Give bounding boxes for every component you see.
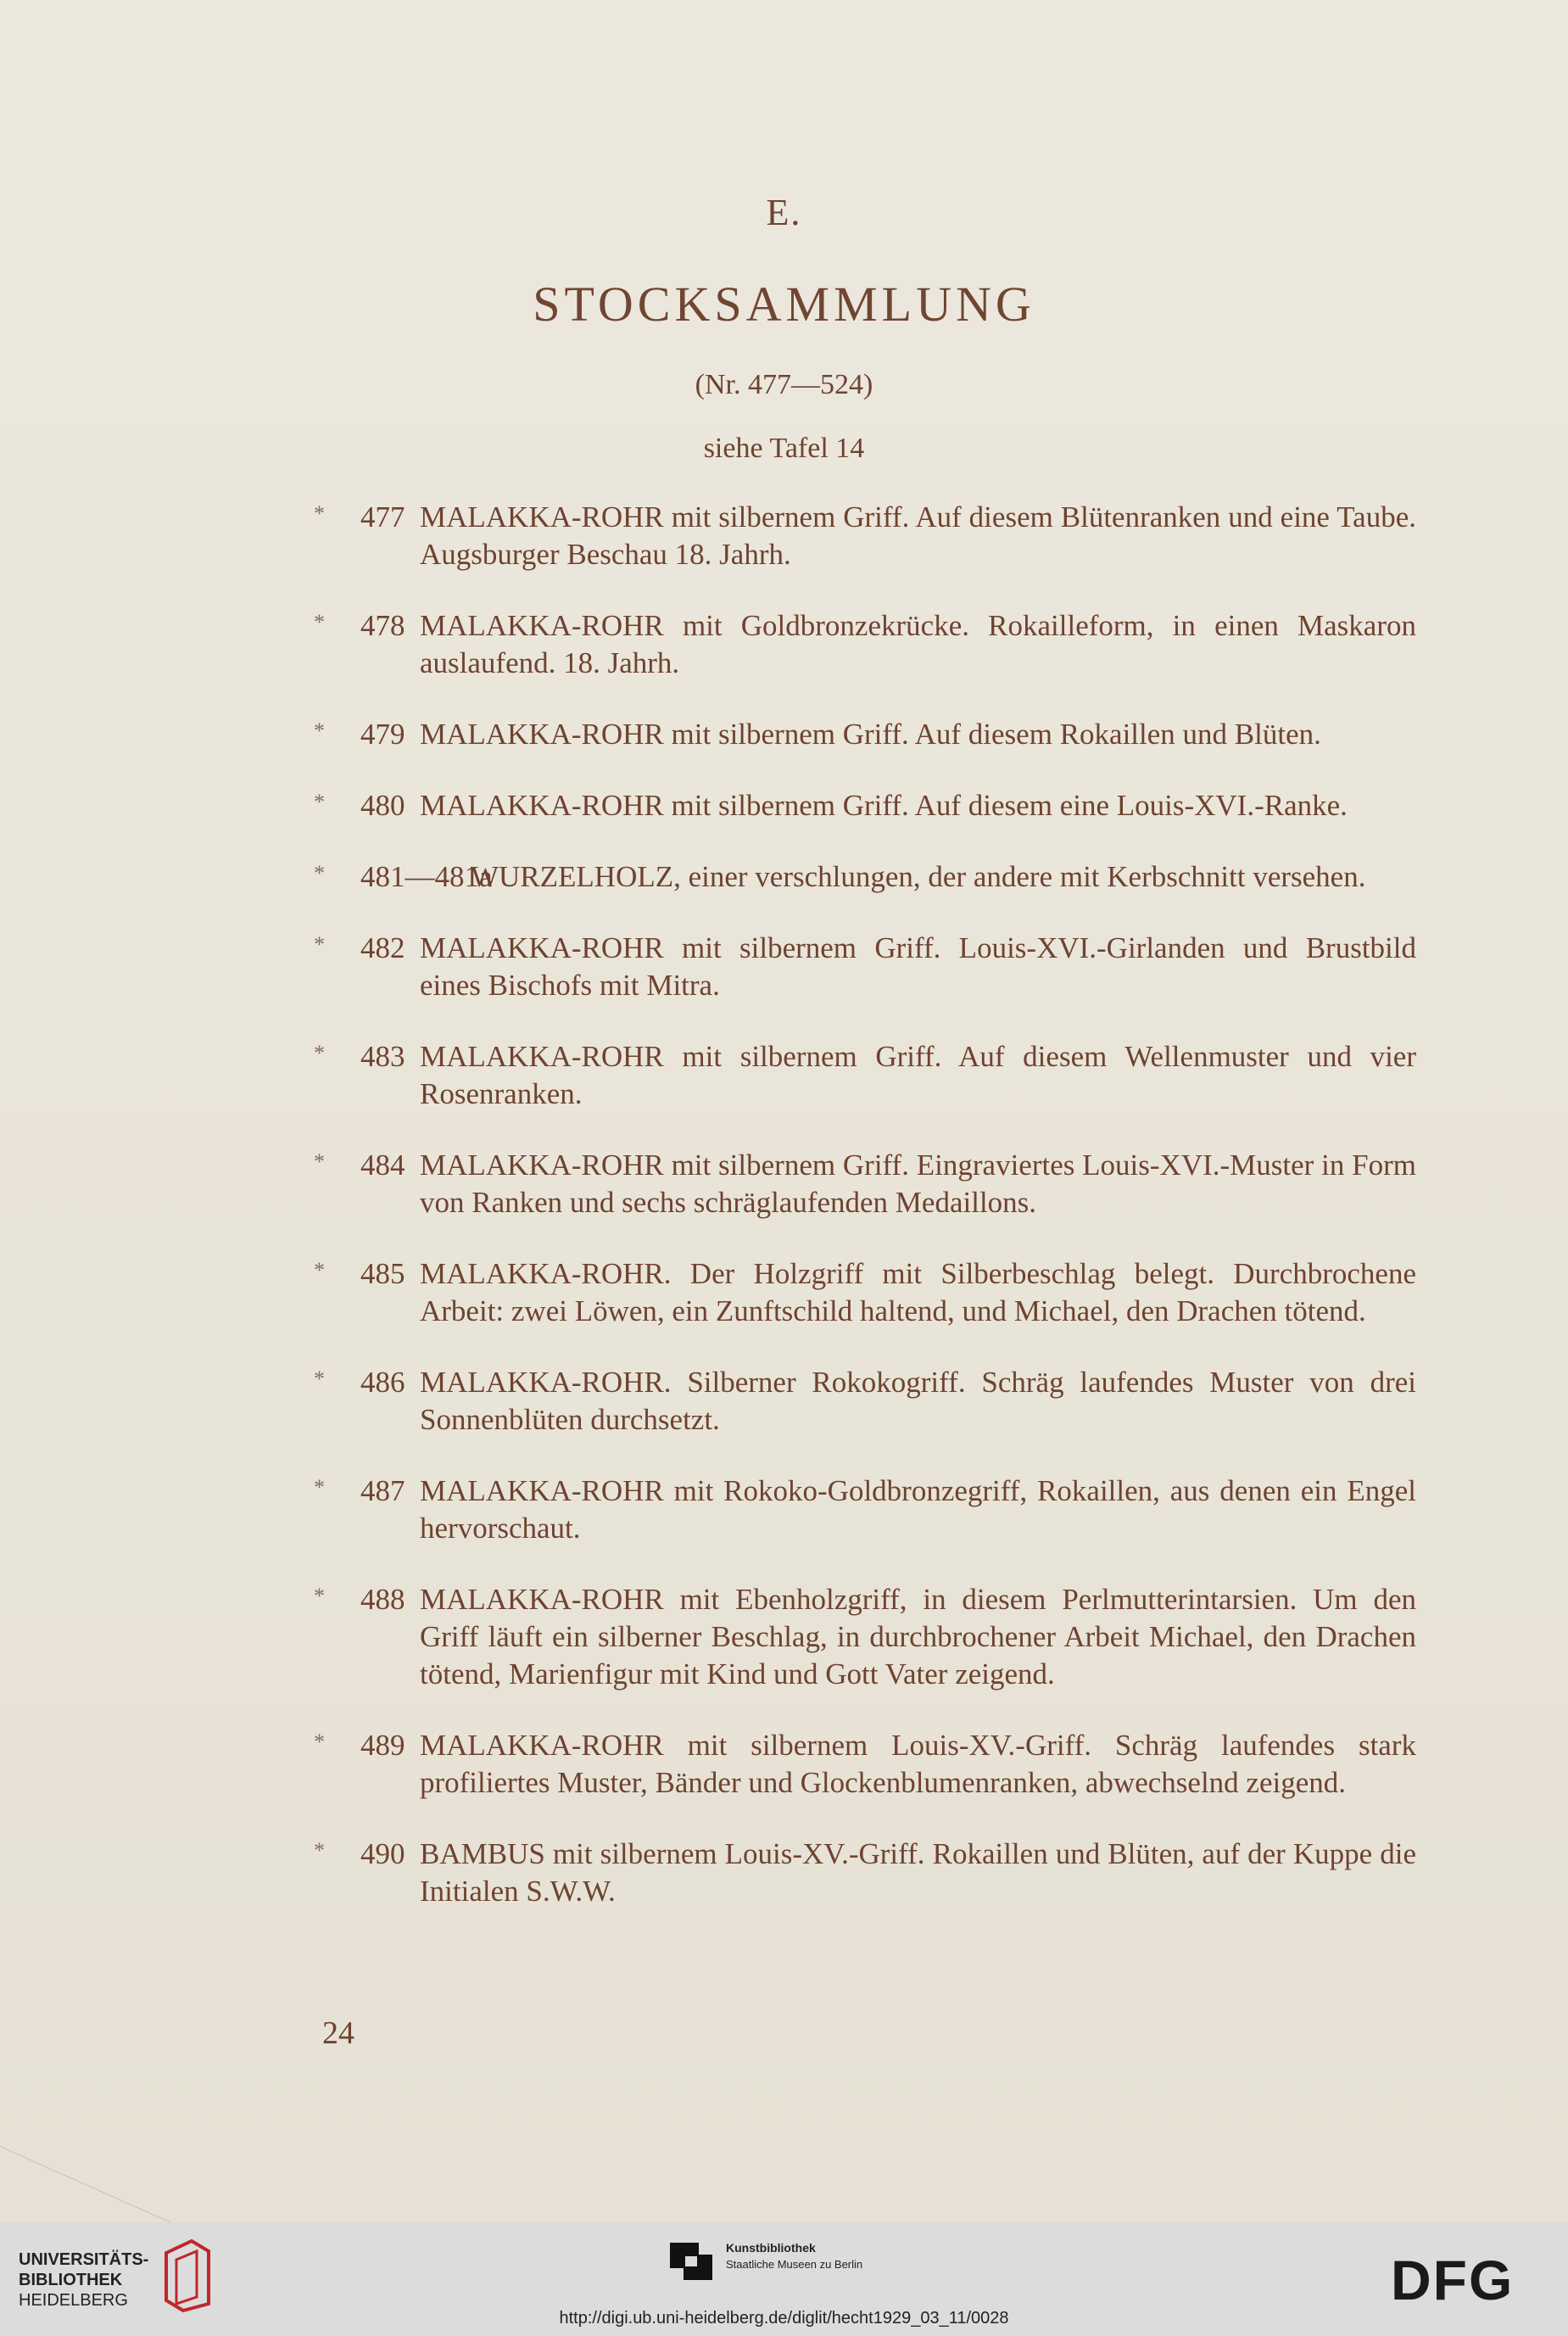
entry-number: 489 — [360, 1729, 405, 1762]
asterisk-mark: * — [314, 1475, 325, 1500]
entry-text: WURZELHOLZ, einer verschlungen, der andere mit Kerbschnitt versehen. — [471, 860, 1366, 893]
entry-number: 484 — [360, 1148, 405, 1182]
entry-text: MALAKKA-ROHR. Der Holzgriff mit Silberbeschlag belegt. Durchbrochene Arbeit: zwei Löwen, ein Zunftschild haltend, und Michael, den Drachen tötend. — [420, 1257, 1416, 1327]
section-letter: E. — [766, 192, 802, 233]
catalog-entry — [314, 607, 1416, 682]
catalog-entry — [314, 1147, 1416, 1221]
asterisk-mark: * — [314, 1366, 325, 1391]
asterisk-mark: * — [314, 501, 325, 526]
catalog-entry — [314, 1038, 1416, 1113]
partner-name: Kunstbibliothek — [726, 2241, 816, 2255]
entry-list — [314, 499, 1416, 1944]
asterisk-mark: * — [314, 718, 325, 743]
entry-text: MALAKKA-ROHR mit silbernem Griff. Auf diesem eine Louis-XVI.-Ranke. — [420, 789, 1348, 822]
catalog-entry — [314, 858, 1416, 896]
entry-text: MALAKKA-ROHR. Silberner Rokokogriff. Schräg laufendes Muster von drei Sonnenblüten durchsetzt. — [420, 1366, 1416, 1436]
catalog-entry — [314, 1836, 1416, 1910]
entry-text: MALAKKA-ROHR mit silbernem Griff. Auf diesem Wellenmuster und vier Rosenranken. — [420, 1040, 1416, 1110]
catalog-entry — [314, 1727, 1416, 1802]
entry-number: 490 — [360, 1837, 405, 1870]
kunstbibliothek-icon — [670, 2243, 712, 2280]
entry-number: 478 — [360, 609, 405, 642]
catalog-entry — [314, 1581, 1416, 1693]
library-name-line: UNIVERSITÄTS- — [19, 2250, 149, 2269]
entry-number: 479 — [360, 718, 405, 751]
catalog-entry — [314, 787, 1416, 824]
entry-text: BAMBUS mit silbernem Louis-XV.-Griff. Rokaillen und Blüten, auf der Kuppe die Initialen S.W.W. — [420, 1837, 1416, 1908]
asterisk-mark: * — [314, 1838, 325, 1863]
catalog-entry — [314, 1255, 1416, 1330]
section-title: STOCKSAMMLUNG — [533, 277, 1035, 332]
asterisk-mark: * — [314, 1258, 325, 1283]
entry-number: 486 — [360, 1366, 405, 1399]
asterisk-mark: * — [314, 861, 325, 886]
entry-text: MALAKKA-ROHR mit Goldbronzekrücke. Rokailleform, in einen Maskaron auslaufend. 18. Jahrh. — [420, 609, 1416, 679]
entry-text: MALAKKA-ROHR mit Rokoko-Goldbronzegriff, Rokaillen, aus denen ein Engel hervorschaut. — [420, 1474, 1416, 1545]
entry-number: 481—481a — [360, 860, 493, 893]
entry-number: 487 — [360, 1474, 405, 1507]
asterisk-mark: * — [314, 1149, 325, 1174]
entry-number: 488 — [360, 1583, 405, 1616]
catalog-entry — [314, 499, 1416, 573]
number-range: (Nr. 477—524) — [695, 369, 873, 400]
catalog-entry — [314, 930, 1416, 1004]
entry-text: MALAKKA-ROHR mit silbernem Louis-XV.-Griff. Schräg laufendes stark profiliertes Muster, Bänder und Glockenblumenranken, abwechselnd zeigend. — [420, 1729, 1416, 1799]
entry-text: MALAKKA-ROHR mit silbernem Griff. Eingraviertes Louis-XVI.-Muster in Form von Ranken und sechs schräglaufenden Medaillons. — [420, 1148, 1416, 1219]
asterisk-mark: * — [314, 1730, 325, 1754]
catalog-entry — [314, 716, 1416, 753]
library-emblem-icon — [159, 2236, 215, 2312]
entry-number: 485 — [360, 1257, 405, 1290]
source-url[interactable]: http://digi.ub.uni-heidelberg.de/diglit/hecht1929_03_11/0028 — [559, 2309, 1009, 2328]
entry-number: 482 — [360, 931, 405, 964]
library-name-line: BIBLIOTHEK — [19, 2271, 123, 2289]
asterisk-mark: * — [314, 1041, 325, 1065]
entry-number: 480 — [360, 789, 405, 822]
entry-text: MALAKKA-ROHR mit silbernem Griff. Auf diesem Rokaillen und Blüten. — [420, 718, 1321, 751]
asterisk-mark: * — [314, 610, 325, 634]
dfg-logo[interactable]: DFG — [1391, 2249, 1515, 2311]
asterisk-mark: * — [314, 932, 325, 957]
entry-text: MALAKKA-ROHR mit Ebenholzgriff, in diesem Perlmutterintarsien. Um den Griff läuft ein silberner Beschlag, in durchbrochener Arbeit Michael, den Drachen tötend, Marienfigur mit Kind und Gott Vater zeigend. — [420, 1583, 1416, 1691]
page-number: 24 — [322, 2015, 354, 2051]
asterisk-mark: * — [314, 790, 325, 814]
asterisk-mark: * — [314, 1584, 325, 1608]
partner-subtitle: Staatliche Museen zu Berlin — [726, 2258, 863, 2271]
library-name-line: HEIDELBERG — [19, 2291, 128, 2310]
catalog-entry — [314, 1364, 1416, 1439]
entry-text: MALAKKA-ROHR mit silbernem Griff. Auf diesem Blütenranken und eine Taube. Augsburger Beschau 18. Jahrh. — [420, 500, 1416, 571]
university-library-logo[interactable] — [19, 2249, 148, 2311]
entry-number: 483 — [360, 1040, 405, 1073]
entry-text: MALAKKA-ROHR mit silbernem Griff. Louis-XVI.-Girlanden und Brustbild eines Bischofs mit Mitra. — [420, 931, 1416, 1002]
catalog-entry — [314, 1473, 1416, 1547]
entry-number: 477 — [360, 500, 405, 534]
plate-reference: siehe Tafel 14 — [703, 433, 865, 464]
